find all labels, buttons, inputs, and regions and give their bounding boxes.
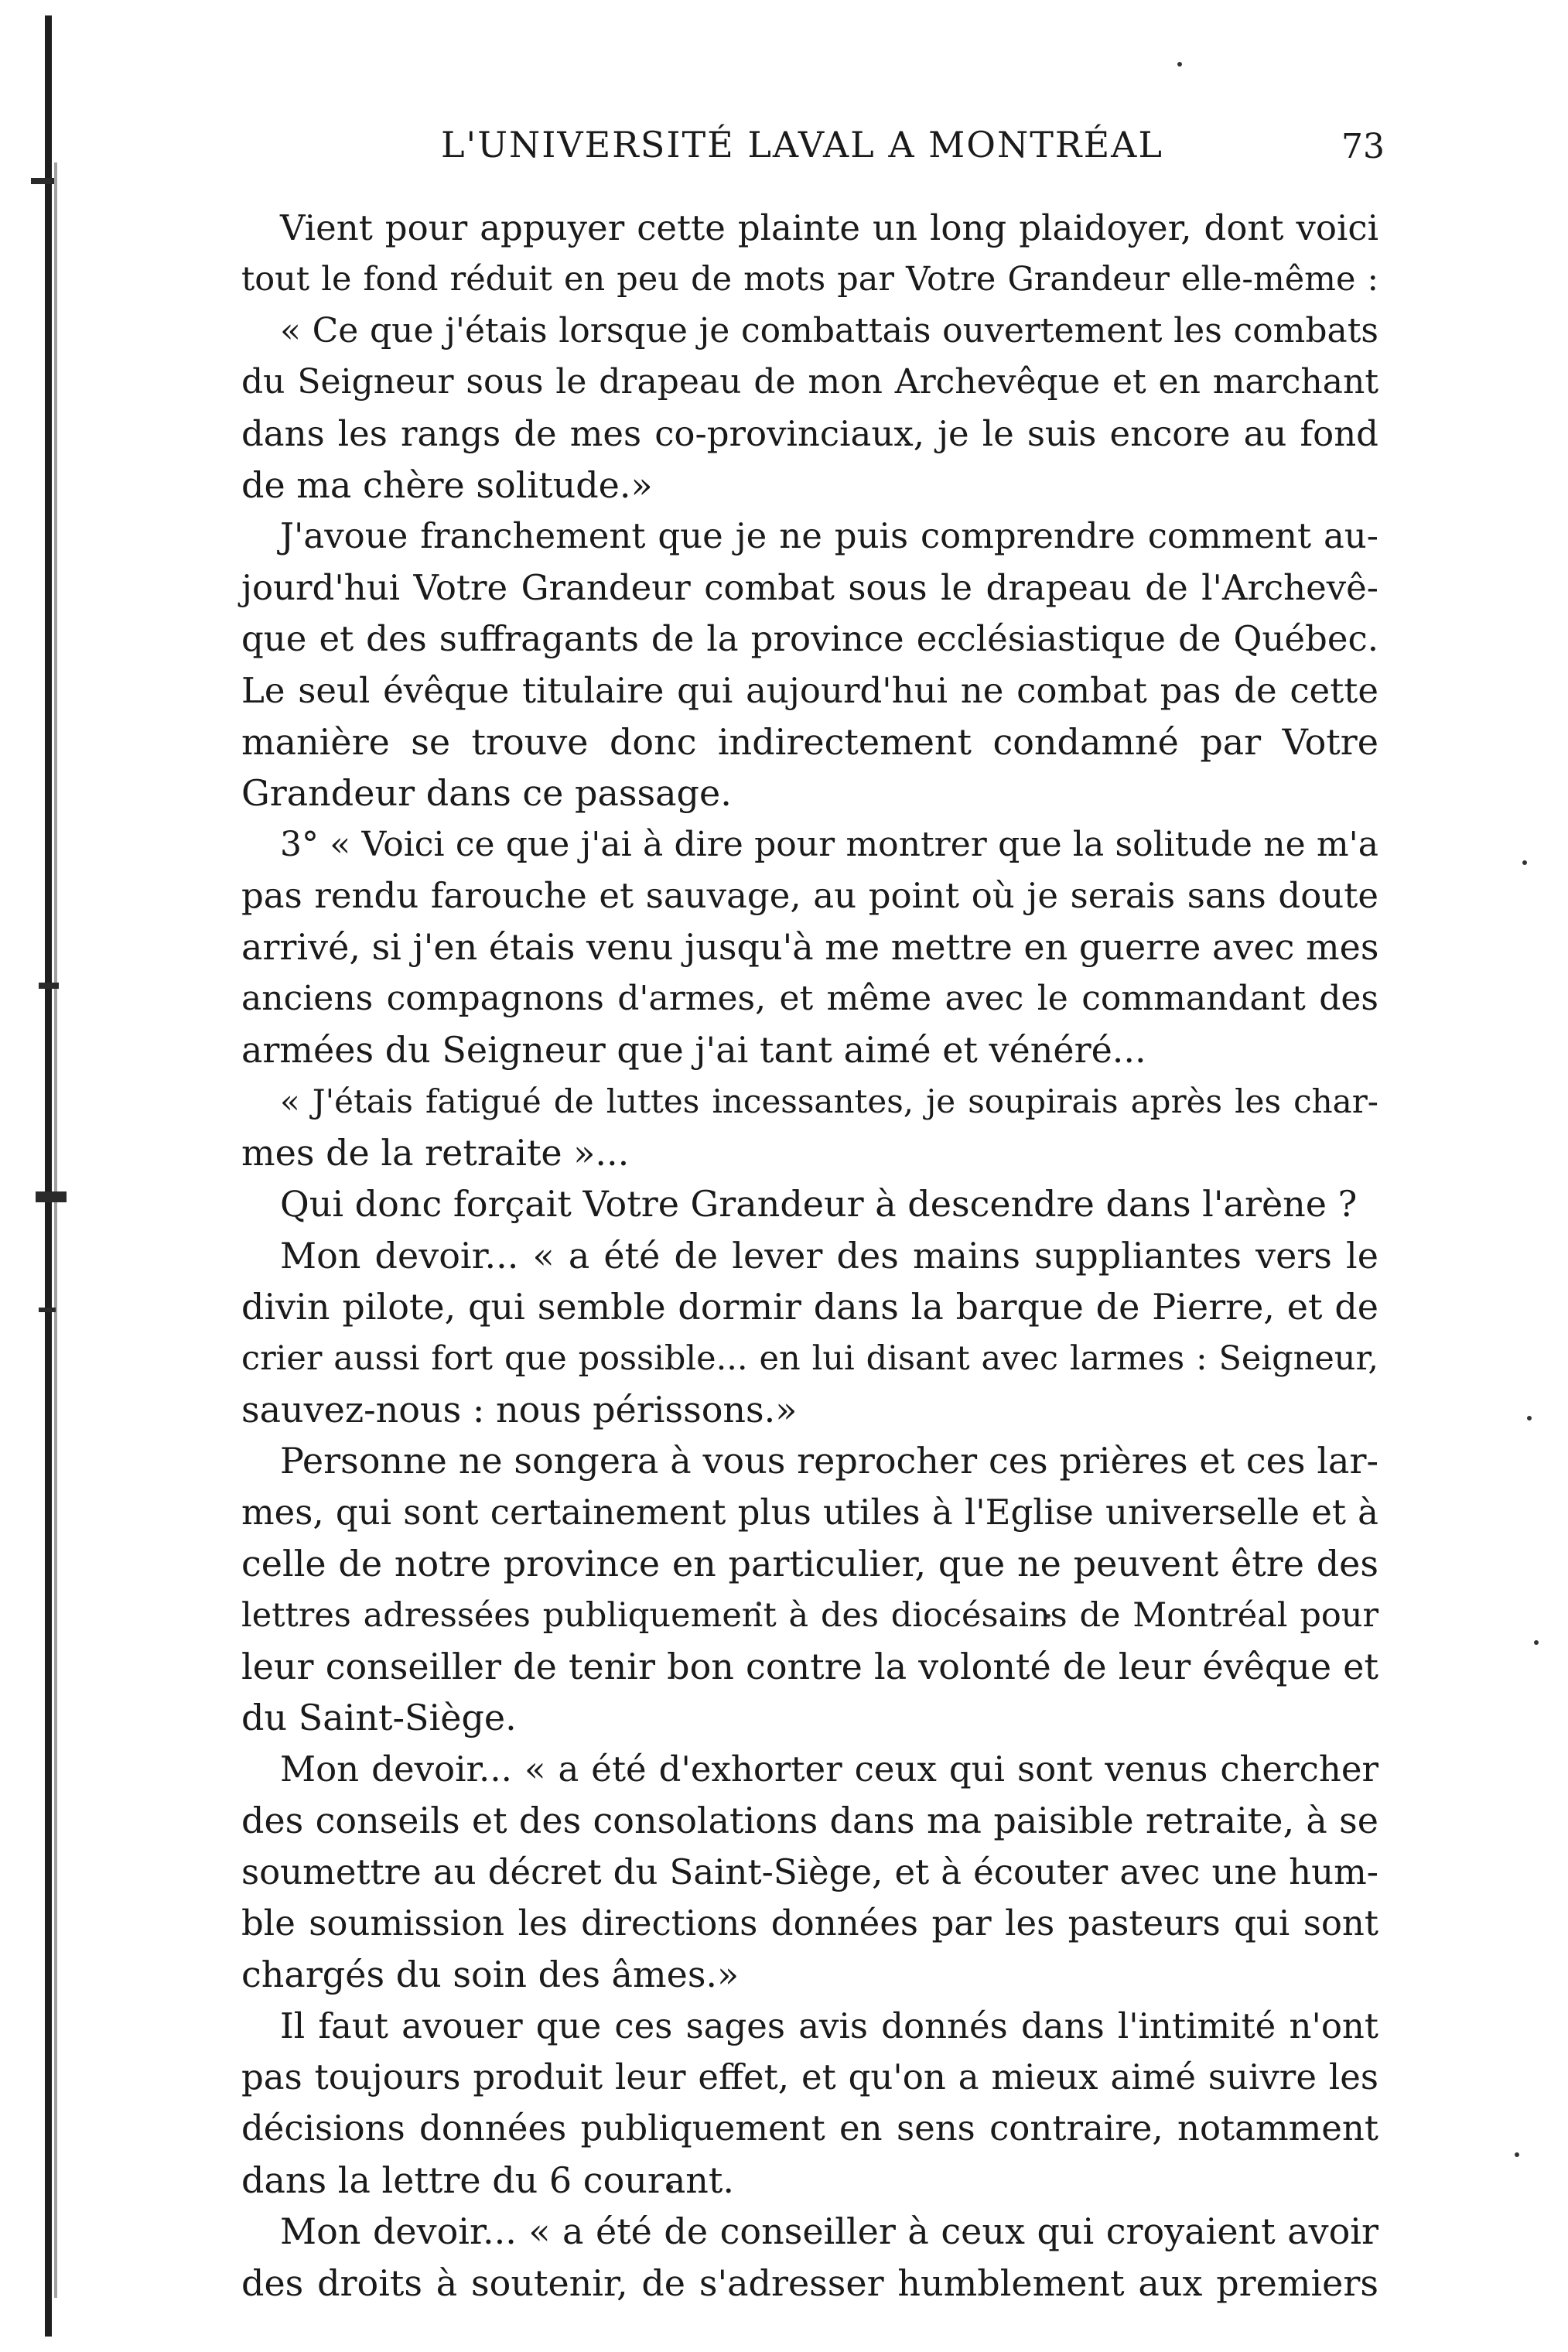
text-line: « Ce que j'étais lorsque je combattais ouvertement les combats: [280, 310, 1378, 350]
text-line: sauvez-nous : nous périssons.»: [241, 1388, 798, 1431]
text-line: divin pilote, qui semble dormir dans la barque de Pierre, et de: [241, 1286, 1378, 1328]
text-line: Mon devoir... « a été de conseiller à ceux qui croyaient avoir: [280, 2210, 1378, 2253]
text-line: des droits à soutenir, de s'adresser humblement aux premiers: [241, 2261, 1378, 2304]
binding-shadow: [54, 162, 57, 2298]
text-line: Grandeur dans ce passage.: [241, 772, 732, 815]
text-line: lettres adressées publiquement à des diocésains de Montréal pour: [241, 1595, 1378, 1635]
text-line: que et des suffragants de la province ecclésiastique de Québec.: [241, 618, 1378, 660]
ink-speck: [1515, 2152, 1519, 2157]
text-line: Qui donc forçait Votre Grandeur à descendre dans l'arène ?: [280, 1183, 1358, 1226]
text-line: crier aussi fort que possible... en lui disant avec larmes : Seigneur,: [241, 1338, 1378, 1378]
text-line: décisions données publiquement en sens contraire, notamment: [241, 2108, 1378, 2149]
text-line: ble soumission les directions données par les pasteurs qui sont: [241, 1902, 1378, 1943]
text-line: chargés du soin des âmes.»: [241, 1954, 740, 1996]
text-line: de ma chère solitude.»: [241, 463, 653, 506]
text-line: Mon devoir... « a été d'exhorter ceux qui sont venus chercher: [280, 1748, 1378, 1790]
text-line: 3° « Voici ce que j'ai à dire pour montrer que la solitude ne m'a: [280, 824, 1378, 864]
text-line: Il faut avouer que ces sages avis donnés dans l'intimité n'ont: [280, 2005, 1378, 2046]
text-line: Vient pour appuyer cette plainte un long plaidoyer, dont voici: [280, 207, 1378, 248]
text-line: jourd'hui Votre Grandeur combat sous le drapeau de l'Archevê-: [241, 566, 1378, 608]
text-line: soumettre au décret du Saint-Siège, et à écouter avec une hum-: [241, 1851, 1378, 1892]
text-line: tout le fond réduit en peu de mots par Votre Grandeur elle-même :: [241, 260, 1378, 299]
text-line: du Seigneur sous le drapeau de mon Archevêque et en marchant: [241, 362, 1378, 402]
text-line: J'avoue franchement que je ne puis comprendre comment au-: [280, 515, 1378, 557]
ink-speck: [1522, 860, 1527, 865]
text-line: manière se trouve donc indirectement condamné par Votre: [241, 720, 1378, 763]
ink-speck: [1527, 1416, 1532, 1420]
ink-speck: [1534, 1640, 1539, 1645]
text-line: « J'étais fatigué de luttes incessantes, je soupirais après les char-: [280, 1082, 1378, 1120]
ink-speck: [1177, 62, 1182, 67]
text-line: mes, qui sont certainement plus utiles à l'Eglise universelle et à: [241, 1491, 1378, 1533]
text-line: du Saint-Siège.: [241, 1697, 517, 1739]
binding-mark: [31, 178, 54, 184]
text-line: pas toujours produit leur effet, et qu'on a mieux aimé suivre les: [241, 2056, 1378, 2098]
text-line: anciens compagnons d'armes, et même avec le commandant des: [241, 978, 1378, 1018]
binding-mark: [39, 1308, 56, 1312]
page-number: 73: [1341, 127, 1385, 166]
running-head-title: L'UNIVERSITÉ LAVAL A MONTRÉAL: [441, 124, 1163, 166]
text-line: mes de la retraite »...: [241, 1132, 630, 1174]
page-binding-edge: [45, 15, 52, 2337]
text-line: armées du Seigneur que j'ai tant aimé et vénéré...: [241, 1029, 1146, 1072]
text-line: celle de notre province en particulier, que ne peuvent être des: [241, 1543, 1378, 1585]
binding-mark: [39, 983, 59, 989]
text-line: dans la lettre du 6 courant.: [241, 2159, 735, 2201]
text-line: des conseils et des consolations dans ma paisible retraite, à se: [241, 1800, 1378, 1842]
body-text: [241, 203, 1378, 2309]
text-line: arrivé, si j'en étais venu jusqu'à me mettre en guerre avec mes: [241, 926, 1379, 969]
text-line: leur conseiller de tenir bon contre la volonté de leur évêque et: [241, 1645, 1378, 1687]
text-line: Le seul évêque titulaire qui aujourd'hui ne combat pas de cette: [241, 669, 1378, 711]
text-line: Personne ne songera à vous reprocher ces prières et ces lar-: [280, 1440, 1378, 1482]
binding-mark: [36, 1191, 67, 1202]
running-head: [232, 124, 1385, 178]
text-line: dans les rangs de mes co-provinciaux, je le suis encore au fond: [241, 412, 1378, 454]
text-line: Mon devoir... « a été de lever des mains suppliantes vers le: [280, 1234, 1378, 1277]
text-line: pas rendu farouche et sauvage, au point où je serais sans doute: [241, 875, 1378, 917]
